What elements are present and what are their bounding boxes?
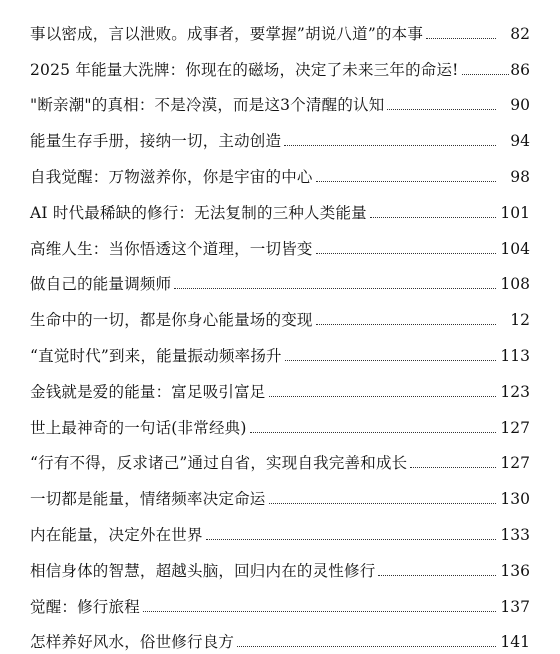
toc-entry-title: 内在能量，决定外在世界 <box>30 525 203 544</box>
toc-entry-title: “直觉时代”到来，能量振动频率扬升 <box>30 346 282 365</box>
toc-entry[interactable] <box>30 259 530 295</box>
toc-entry-title: 一切都是能量，情绪频率决定命运 <box>30 490 266 509</box>
toc-entry[interactable] <box>30 366 530 402</box>
toc-entry-page: 82 <box>510 24 530 43</box>
toc-entry-title: “行有不得，反求诸己”通过自省，实现自我完善和成长 <box>30 454 408 473</box>
toc-entry-page: 141 <box>500 633 530 652</box>
toc-entry-page: 123 <box>500 382 530 401</box>
toc-entry-page: 136 <box>500 561 530 580</box>
toc-entry[interactable] <box>30 223 530 259</box>
toc-entry-page: 104 <box>500 239 530 258</box>
toc-entry-title: 生命中的一切，都是你身心能量场的变现 <box>30 311 313 330</box>
toc-leader-dots <box>378 575 496 576</box>
toc-entry[interactable] <box>30 617 530 653</box>
toc-leader-dots <box>206 539 496 540</box>
toc-leader-dots <box>284 145 496 146</box>
toc-entry[interactable] <box>30 438 530 474</box>
toc-entry-page: 127 <box>500 418 530 437</box>
toc-entry-title: 相信身体的智慧，超越头脑，回归内在的灵性修行 <box>30 561 376 580</box>
toc-leader-dots <box>143 611 496 612</box>
toc-entry[interactable] <box>30 115 530 151</box>
toc-leader-dots <box>426 38 496 39</box>
toc-entry-title: 2025 年能量大洗牌：你现在的磁场，决定了未来三年的命运! <box>30 60 459 79</box>
toc-leader-dots <box>387 109 496 110</box>
toc-entry-page: 90 <box>510 96 530 115</box>
toc-entry-page: 94 <box>510 132 530 151</box>
toc-entry[interactable] <box>30 44 530 80</box>
toc-entry-title: AI 时代最稀缺的修行：无法复制的三种人类能量 <box>30 203 367 222</box>
toc-entry[interactable] <box>30 330 530 366</box>
toc-entry[interactable] <box>30 294 530 330</box>
toc-leader-dots <box>250 432 496 433</box>
toc-entry-title: 事以密成，言以泄败。成事者，要掌握”胡说八道”的本事 <box>30 24 424 43</box>
toc-entry[interactable] <box>30 473 530 509</box>
toc-entry[interactable] <box>30 8 530 44</box>
toc-leader-dots <box>316 181 496 182</box>
toc-entry-page: 12 <box>510 311 530 330</box>
toc-leader-dots <box>237 646 496 647</box>
toc-entry-page: 113 <box>500 346 530 365</box>
toc-entry-title: "断亲潮"的真相：不是冷漠，而是这3个清醒的认知 <box>30 96 385 115</box>
toc-entry-page: 98 <box>510 167 530 186</box>
toc-entry-page: 130 <box>500 490 530 509</box>
table-of-contents <box>30 8 530 652</box>
toc-entry-title: 金钱就是爱的能量：富足吸引富足 <box>30 382 266 401</box>
toc-leader-dots <box>174 288 496 289</box>
toc-leader-dots <box>285 360 496 361</box>
toc-entry-title: 怎样养好风水，俗世修行良方 <box>30 633 235 652</box>
toc-entry-page: 108 <box>500 275 530 294</box>
toc-entry-page: 137 <box>500 597 530 616</box>
toc-entry[interactable] <box>30 80 530 116</box>
toc-leader-dots <box>316 324 496 325</box>
toc-entry[interactable] <box>30 151 530 187</box>
toc-leader-dots <box>269 396 496 397</box>
toc-entry[interactable] <box>30 545 530 581</box>
toc-entry-title: 觉醒：修行旅程 <box>30 597 140 616</box>
toc-entry-page: 133 <box>500 525 530 544</box>
toc-entry[interactable] <box>30 187 530 223</box>
toc-entry-page: 86 <box>510 60 530 79</box>
toc-entry-title: 世上最神奇的一句话(非常经典) <box>30 418 247 437</box>
toc-entry-page: 101 <box>500 203 530 222</box>
toc-entry-title: 高维人生：当你悟透这个道理，一切皆变 <box>30 239 313 258</box>
toc-leader-dots <box>269 503 496 504</box>
toc-entry-title: 自我觉醒：万物滋养你，你是宇宙的中心 <box>30 167 313 186</box>
toc-leader-dots <box>316 253 496 254</box>
toc-entry-page: 127 <box>500 454 530 473</box>
toc-entry[interactable] <box>30 581 530 617</box>
toc-leader-dots <box>462 74 510 75</box>
toc-leader-dots <box>370 217 496 218</box>
toc-leader-dots <box>410 467 496 468</box>
toc-entry[interactable] <box>30 509 530 545</box>
toc-entry-title: 做自己的能量调频师 <box>30 275 172 294</box>
toc-entry[interactable] <box>30 402 530 438</box>
toc-entry-title: 能量生存手册，接纳一切，主动创造 <box>30 132 282 151</box>
